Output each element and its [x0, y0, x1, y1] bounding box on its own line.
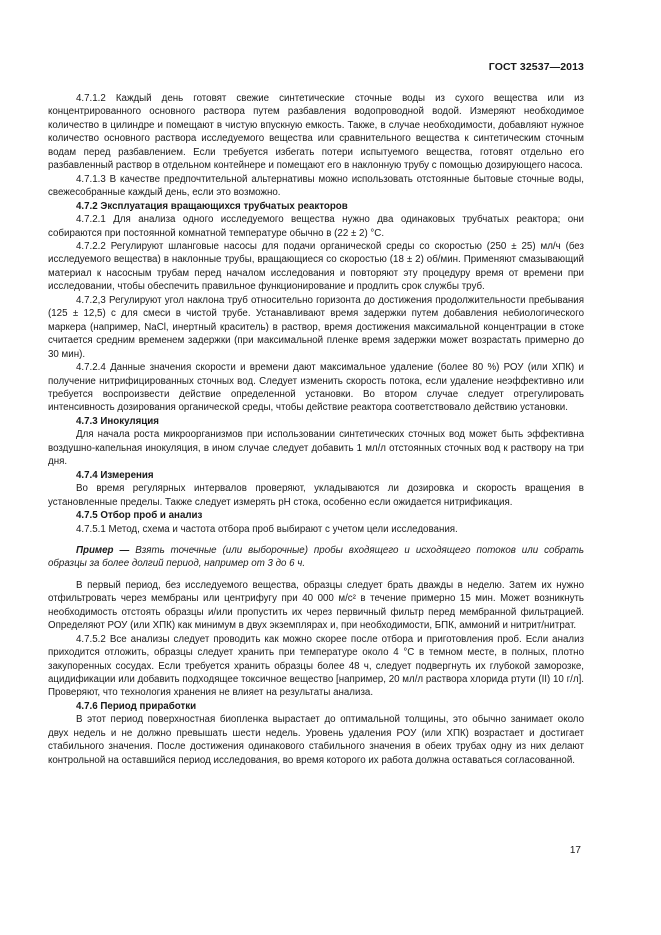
section-heading-4-7-4: 4.7.4 Измерения	[76, 469, 154, 481]
document-code: ГОСТ 32537—2013	[488, 61, 584, 73]
example-lead: Пример —	[76, 544, 130, 556]
paragraph-4-7-5-1: 4.7.5.1 Метод, схема и частота отбора проб выбирают с учетом цели исследования.	[76, 523, 458, 535]
example-text: Взять точечные (или выборочные) пробы входящего и исходящего потоков или собрать образцы за более долгий период, например от 3 до 6 ч.	[48, 544, 584, 570]
section-heading-4-7-6: 4.7.6 Период приработки	[76, 700, 197, 712]
paragraph-break-in-period: В этот период поверхностная биопленка вырастает до оптимальной толщины, это обычно занимает около двух недель и не должно превышать шести недель. Уровень удаления РОУ (или ХПК) возрастает и достигает стабильного значения. После достижения одинакового стабильного значения в обеих трубах одну из них делают контрольной на оставшийся период исследования, во время которого их работа должна оставаться согласованной.	[48, 714, 584, 766]
document-body	[48, 92, 584, 767]
paragraph-4-7-2-2: 4.7.2.2 Регулируют шланговые насосы для подачи органической среды со скоростью (250 ± 25) мл/ч (без исследуемого вещества) в наклонные трубы, вращающиеся со скоростью (18 ± 2) об/мин. Применяют смазывающий материал к насосным трубам перед началом исследования и повторяют эту процедуру время от времени при исследовании, чтобы обеспечить правильное функционирование и продлить срок службы труб.	[48, 240, 584, 293]
paragraph-4-7-5-2: 4.7.5.2 Все анализы следует проводить как можно скорее после отбора и приготовления проб. Если анализ приходится отложить, образцы следует хранить при температуре около 4 °С в темном месте, в полных, плотно закупоренных сосудах. Если требуется хранить образцы более 48 ч, следует подвергнуть их глубокой заморозке, ацидификации или добавить подходящее токсичное вещество [например, 20 мл/л раствора хлорида ртути (II) 10 г/л]. Проверяют, что технология хранения не влияет на результаты анализа.	[48, 633, 584, 699]
paragraph-4-7-2-3: 4.7.2,3 Регулируют угол наклона труб относительно горизонта до достижения продолжительности пребывания (125 ± 12,5) с для смеси в чистой трубе. Устанавливают время задержки путем добавления небиологического маркера (например, NaCl, инертный краситель) в раствор, время достижения максимальной концентрации в стоке считается средним временем задержки (при максимальной пленке время задержки может возрастать примерно до 30 мин).	[48, 294, 584, 360]
section-heading-4-7-2: 4.7.2 Эксплуатация вращающихся трубчатых реакторов	[76, 200, 348, 212]
page-number: 17	[569, 845, 581, 856]
paragraph-4-7-2-4: 4.7.2.4 Данные значения скорости и времени дают максимальное удаление (более 80 %) РОУ (или ХПК) и получение нитрифицированных сточных вод. Следует изменить скорость потока, если удаление неэффективно или требуется воспроизвести действие определенной установки. Во втором случае следует отрегулировать интенсивность дозирования органической среды, чтобы действие реактора соответствовало действию установки.	[48, 362, 584, 414]
section-heading-4-7-5: 4.7.5 Отбор проб и анализ	[76, 510, 203, 522]
paragraph-4-7-1-3: 4.7.1.3 В качестве предпочтительной альтернативы можно использовать отстоянные бытовые сточные воды, свежесобранные каждый день, если это возможно.	[48, 173, 584, 199]
paragraph-first-period: В первый период, без исследуемого вещества, образцы следует брать дважды в неделю. Затем их нужно отфильтровать через мембраны или центрифугу при 40 000 м/с² в течение примерно 15 мин. Может возникнуть необходимость отстоять образцы и/или пропустить их через первичный фильтр перед мембранной фильтрацией. Определяют РОУ (или ХПК) как минимум в двух экземплярах и, при необходимости, БПК, аммоний и нитрит/нитрат.	[48, 579, 584, 632]
paragraph-inoculation: Для начала роста микроорганизмов при использовании синтетических сточных вод может быть эффективна воздушно-капельная инокуляция, в ином случае следует добавить 1 мл/л отстоянных сточных вод к раствору на три дня.	[48, 429, 584, 468]
paragraph-measurements: Во время регулярных интервалов проверяют, укладываются ли дозировка и скорость вращения в установленные пределы. Также следует измерять рН стока, особенно если ожидается нитрификация.	[48, 483, 584, 508]
section-heading-4-7-3: 4.7.3 Инокуляция	[76, 415, 159, 427]
paragraph-4-7-1-2: 4.7.1.2 Каждый день готовят свежие синтетические сточные воды из сухого вещества или из концентрированного основного раствора путем разбавления водопроводной водой. Измеряют необходимое количество в цилиндре и помещают в чистую впускную емкость. Также, в случае необходимости, добавляют нужное количество основного раствора исследуемого вещества или сравнительного вещества к синтетическим сточным водам перед разбавлением. Если требуется избегать потери испытуемого вещества, готовят отдельно его разбавленный раствор в отдельном контейнере и помещают его в наклонную трубу с помощью дозирующего насоса.	[48, 93, 584, 172]
example-note	[48, 544, 584, 571]
paragraph-4-7-2-1: 4.7.2.1 Для анализа одного исследуемого вещества нужно два одинаковых трубчатых реактора; они собираются при постоянной комнатной температуре обычно в (22 ± 2) °С.	[48, 214, 584, 239]
